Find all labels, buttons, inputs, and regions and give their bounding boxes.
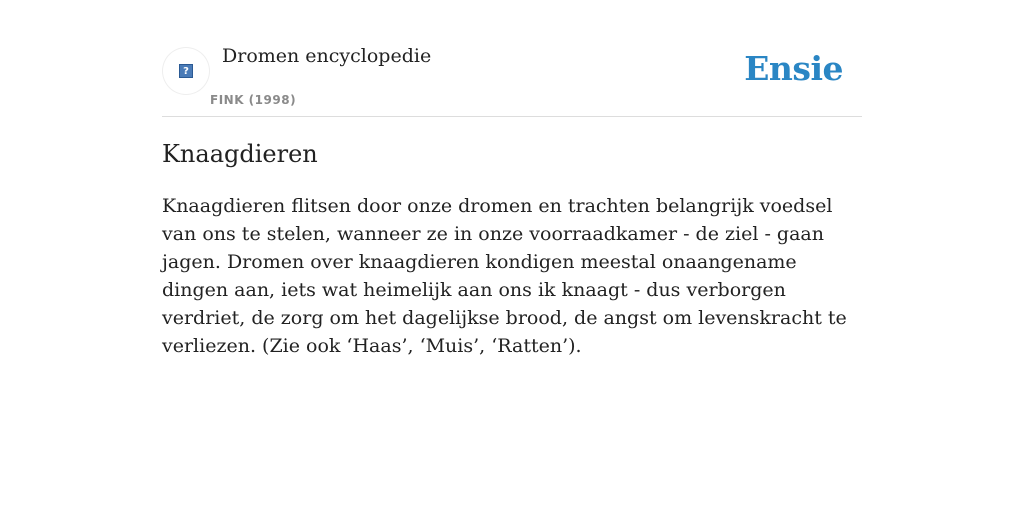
- book-header: [162, 0, 862, 117]
- entry-body: Knaagdieren flitsen door onze dromen en trachten belangrijk voedsel van ons te stelen, wanneer ze in onze voorraadkamer - de ziel - gaan jagen. Dromen over knaagdieren kondigen meestal onaangename dingen aan, iets wat heimelijk aan ons ik knaagt - dus verborgen verdriet, de zorg om het dagelijkse brood, de angst om levenskracht te verliezen. (Zie ook ‘Haas’, ‘Muis’, ‘Ratten’).: [162, 195, 847, 357]
- book-placeholder-icon: ?: [179, 64, 193, 78]
- entry-title: Knaagdieren: [162, 140, 318, 168]
- book-title-link[interactable]: Dromen encyclopedie: [222, 45, 432, 67]
- book-thumbnail[interactable]: [162, 47, 210, 95]
- book-author: FINK (1998): [210, 93, 297, 107]
- page-container: [162, 0, 862, 357]
- ensie-logo[interactable]: Ensie: [744, 49, 843, 88]
